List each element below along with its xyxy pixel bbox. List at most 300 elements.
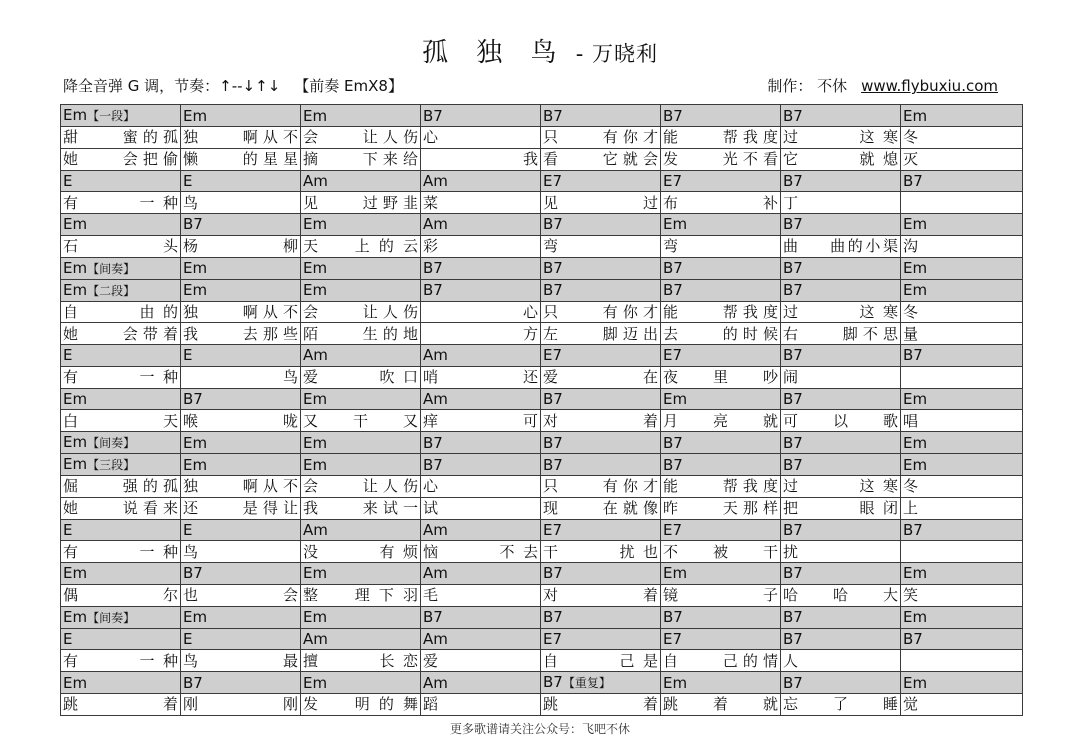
chord-name: Am: [303, 629, 328, 648]
lyric-cell: 昨 天那样: [661, 497, 781, 519]
chord-cell: [661, 257, 781, 279]
lyric-cell: 会 让人伤: [301, 476, 421, 498]
chord-name: B7: [663, 608, 683, 626]
lyric-cell: 能 帮我度: [661, 476, 781, 498]
lyric-row: [61, 541, 1023, 563]
chord-cell: [421, 279, 541, 301]
chord-name: Em: [303, 389, 328, 408]
chord-name: Am: [423, 520, 448, 539]
chord-name: B7: [423, 608, 443, 626]
lyric-cell: 只 有你才: [541, 476, 661, 498]
chord-name: B7: [783, 433, 803, 452]
lyric-cell: 冬: [901, 301, 1023, 323]
chord-cell: [61, 628, 181, 650]
chord-name: E: [183, 346, 193, 365]
chord-cell: [781, 345, 901, 367]
chord-cell: [181, 257, 301, 279]
lyric-row: [61, 497, 1023, 519]
chord-name: Em: [183, 608, 208, 626]
lyric-row: [61, 235, 1023, 257]
chord-name: B7: [543, 106, 563, 125]
chord-cell: [61, 606, 181, 628]
chord-name: B7: [783, 281, 803, 299]
chord-cell: [661, 628, 781, 650]
lyric-row: [61, 192, 1023, 214]
chord-cell: [661, 606, 781, 628]
chord-cell: [541, 170, 661, 192]
lyric-cell: 冬: [901, 127, 1023, 149]
intro-info: 【前奏 EmX8】: [294, 77, 403, 95]
song-title: [0, 32, 1080, 69]
chord-row: [61, 519, 1023, 541]
lyric-cell: 心: [421, 127, 541, 149]
lyric-cell: 自 己的情: [661, 650, 781, 672]
chord-name: B7: [783, 564, 803, 583]
chord-name: Em: [903, 106, 928, 125]
chord-name: Am: [303, 171, 328, 190]
chord-cell: [661, 279, 781, 301]
chord-cell: [421, 432, 541, 454]
chord-name: E: [63, 346, 73, 365]
chord-name: B7: [543, 259, 563, 277]
chord-cell: [541, 563, 661, 585]
credit-info: [767, 75, 998, 96]
lyric-cell: 跳 着 就: [661, 694, 781, 716]
chord-name: Am: [423, 389, 448, 408]
chord-cell: [661, 170, 781, 192]
chord-cell: [301, 257, 421, 279]
key-info: 降全音弹 G 调，节奏：↑--↓↑↓: [63, 77, 281, 95]
chord-name: B7: [543, 673, 563, 691]
chord-cell: [181, 105, 301, 127]
chord-cell: [781, 606, 901, 628]
chord-cell: [901, 672, 1023, 694]
lyric-cell: 灭: [901, 148, 1023, 170]
lyric-row: [61, 366, 1023, 388]
lyric-cell: 心: [421, 301, 541, 323]
chord-row: [61, 257, 1023, 279]
chord-name: B7: [543, 281, 563, 299]
lyric-cell: 彩: [421, 235, 541, 257]
chord-name: E: [183, 171, 193, 190]
chord-name: B7: [783, 389, 803, 408]
chord-name: Em: [63, 673, 88, 692]
lyric-cell: 独 啊从不: [181, 301, 301, 323]
lyric-cell: [901, 541, 1023, 563]
chord-name: B7: [543, 608, 563, 626]
chord-name: B7: [783, 629, 803, 648]
chord-cell: [301, 563, 421, 585]
chord-cell: [781, 563, 901, 585]
credit-label: 制作： 不休: [767, 77, 848, 95]
lyric-cell: 鸟: [181, 192, 301, 214]
chord-cell: [541, 628, 661, 650]
lyric-cell: 过 这寒: [781, 127, 901, 149]
chord-cell: [901, 628, 1023, 650]
chord-cell: [181, 519, 301, 541]
lyric-cell: 倔 强的孤: [61, 476, 181, 498]
lyric-cell: 笑: [901, 584, 1023, 606]
chord-name: Am: [423, 629, 448, 648]
chord-name: Am: [423, 564, 448, 583]
chord-cell: [421, 105, 541, 127]
chord-cell: [541, 388, 661, 410]
lyric-cell: 跳 着: [61, 694, 181, 716]
lyric-cell: 去 的时候: [661, 323, 781, 345]
chord-name: B7: [903, 629, 923, 648]
lyric-cell: 爱 在: [541, 366, 661, 388]
lyric-cell: 只 有你才: [541, 127, 661, 149]
chord-name: Em: [63, 607, 88, 626]
chord-name: B7: [783, 106, 803, 125]
lyric-cell: 能 帮我度: [661, 127, 781, 149]
lyric-cell: 爱 吹口: [301, 366, 421, 388]
lyric-cell: 她 说看来: [61, 497, 181, 519]
chord-cell: [301, 606, 421, 628]
chord-name: B7: [423, 106, 443, 125]
lyric-cell: 过 这寒: [781, 301, 901, 323]
lyric-cell: 痒 可: [421, 410, 541, 432]
chord-name: Em: [183, 106, 208, 125]
lyric-cell: 天 上的云: [301, 235, 421, 257]
lyric-cell: 它 就熄: [781, 148, 901, 170]
chord-name: B7: [543, 564, 563, 583]
chord-cell: [901, 214, 1023, 236]
song-name: 孤 独 鸟: [421, 38, 567, 68]
chord-name: B7: [183, 673, 203, 692]
lyric-cell: [901, 366, 1023, 388]
chord-cell: [301, 672, 421, 694]
chord-name: B7: [783, 259, 803, 277]
lyric-cell: 有 一种: [61, 192, 181, 214]
lyric-row: [61, 694, 1023, 716]
chord-cell: [61, 279, 181, 301]
chord-cell: [301, 519, 421, 541]
chord-cell: [301, 279, 421, 301]
lyric-cell: 闹: [781, 366, 901, 388]
chord-name: Am: [423, 346, 448, 365]
chord-name: Em: [63, 564, 88, 583]
section-marker: 【重复】: [562, 676, 611, 690]
chord-cell: [421, 628, 541, 650]
section-marker: 【三段】: [87, 458, 136, 472]
lyric-cell: 自 由的: [61, 301, 181, 323]
lyric-cell: 有 一种: [61, 650, 181, 672]
chord-name: B7: [423, 281, 443, 299]
chord-name: E: [183, 629, 193, 648]
key-rhythm-info: [63, 75, 403, 96]
lyric-cell: 扰: [781, 541, 901, 563]
lyric-cell: 有 一种: [61, 541, 181, 563]
chord-row: [61, 170, 1023, 192]
chord-cell: [661, 345, 781, 367]
chord-cell: [901, 454, 1023, 476]
chord-name: Em: [663, 673, 688, 692]
lyric-cell: 杨 柳: [181, 235, 301, 257]
chord-name: E: [63, 629, 73, 648]
chord-name: E: [63, 520, 73, 539]
chord-cell: [661, 432, 781, 454]
chord-cell: [661, 105, 781, 127]
chord-name: Em: [303, 215, 328, 234]
lyric-cell: 能 帮我度: [661, 301, 781, 323]
chord-cell: [181, 170, 301, 192]
chord-cell: [901, 105, 1023, 127]
lyric-cell: 甜 蜜的孤: [61, 127, 181, 149]
lyric-cell: 右 脚不思: [781, 323, 901, 345]
chord-name: Em: [663, 564, 688, 583]
chord-cell: [301, 214, 421, 236]
chord-cell: [901, 388, 1023, 410]
chord-name: Em: [183, 259, 208, 277]
chord-name: B7: [543, 433, 563, 452]
section-marker: 【间奏】: [87, 261, 136, 276]
chord-name: Em: [903, 455, 928, 474]
chord-name: Em: [63, 433, 88, 451]
lyric-row: [61, 410, 1023, 432]
chord-name: Em: [663, 389, 688, 408]
chord-cell: [661, 519, 781, 541]
chord-cell: [541, 279, 661, 301]
chord-name: B7: [663, 281, 683, 299]
chord-name: Am: [303, 520, 328, 539]
chord-name: Em: [303, 564, 328, 583]
chord-cell: [61, 563, 181, 585]
chord-row: [61, 628, 1023, 650]
lyric-row: [61, 650, 1023, 672]
lyric-cell: 唱: [901, 410, 1023, 432]
chord-cell: [301, 345, 421, 367]
chord-cell: [181, 628, 301, 650]
chord-name: E7: [543, 629, 563, 648]
chord-cell: [181, 606, 301, 628]
lyric-row: [61, 584, 1023, 606]
lyric-cell: 没 有烦: [301, 541, 421, 563]
chord-cell: [541, 672, 661, 694]
lyric-row: [61, 148, 1023, 170]
lyric-cell: 白 天: [61, 410, 181, 432]
chord-name: Em: [183, 455, 208, 474]
chord-cell: [181, 279, 301, 301]
lyric-cell: 我 去那些: [181, 323, 301, 345]
lyric-cell: 把 眼闭: [781, 497, 901, 519]
chord-name: B7: [543, 215, 563, 234]
chord-cell: [421, 454, 541, 476]
lyric-cell: 上: [901, 497, 1023, 519]
chord-name: E7: [663, 346, 683, 365]
lyric-cell: 她 会把偷: [61, 148, 181, 170]
lyric-cell: 觉: [901, 694, 1023, 716]
lyric-cell: 方: [421, 323, 541, 345]
chord-row: [61, 606, 1023, 628]
chord-name: E7: [543, 520, 563, 539]
chord-name: E: [63, 171, 73, 190]
chord-cell: [541, 105, 661, 127]
chord-cell: [421, 257, 541, 279]
lyric-cell: 独 啊从不: [181, 476, 301, 498]
chord-cell: [421, 388, 541, 410]
chord-cell: [61, 432, 181, 454]
chord-name: B7: [783, 215, 803, 234]
chord-name: B7: [783, 520, 803, 539]
lyric-cell: 擅 长恋: [301, 650, 421, 672]
lyric-cell: 又 干 又: [301, 410, 421, 432]
chord-row: [61, 432, 1023, 454]
chord-cell: [781, 432, 901, 454]
chord-cell: [301, 454, 421, 476]
chord-name: Em: [303, 608, 328, 626]
lyric-cell: 偶 尔: [61, 584, 181, 606]
chord-name: Em: [63, 389, 88, 408]
artist-name: - 万晓利: [575, 42, 659, 66]
chord-name: B7: [783, 608, 803, 626]
chord-name: Em: [303, 106, 328, 125]
lyric-cell: 过 这寒: [781, 476, 901, 498]
lyric-cell: 曲 曲的小渠: [781, 235, 901, 257]
lyric-cell: 布 补: [661, 192, 781, 214]
lyric-cell: 还 是得让: [181, 497, 301, 519]
lyric-cell: 陌 生的地: [301, 323, 421, 345]
chord-name: Em: [903, 433, 928, 452]
chord-cell: [541, 606, 661, 628]
chord-cell: [781, 170, 901, 192]
chord-name: Em: [63, 215, 88, 234]
chord-name: B7: [783, 346, 803, 365]
chord-name: E7: [663, 629, 683, 648]
chord-cell: [901, 170, 1023, 192]
chord-cell: [661, 214, 781, 236]
chord-sheet-body: [61, 105, 1023, 716]
lyric-row: [61, 127, 1023, 149]
chord-cell: [781, 672, 901, 694]
chord-cell: [781, 628, 901, 650]
chord-name: B7: [183, 564, 203, 583]
chord-cell: [301, 170, 421, 192]
lyric-cell: 会 让人伤: [301, 127, 421, 149]
chord-name: Em: [903, 259, 928, 277]
chord-name: B7: [903, 520, 923, 539]
lyric-cell: 不 被 干: [661, 541, 781, 563]
chord-cell: [661, 563, 781, 585]
chord-cell: [181, 432, 301, 454]
lyric-cell: 发 明的舞: [301, 694, 421, 716]
lyric-cell: 丁: [781, 192, 901, 214]
lyric-cell: 哈 哈 大: [781, 584, 901, 606]
chord-name: B7: [903, 346, 923, 365]
chord-row: [61, 563, 1023, 585]
chord-name: E7: [543, 346, 563, 365]
lyric-cell: 毛: [421, 584, 541, 606]
lyric-cell: 可 以 歌: [781, 410, 901, 432]
chord-name: B7: [423, 455, 443, 474]
section-marker: 【一段】: [87, 109, 136, 123]
chord-name: Am: [303, 346, 328, 365]
chord-name: B7: [903, 171, 923, 190]
lyric-row: [61, 323, 1023, 345]
lyric-cell: 也 会: [181, 584, 301, 606]
chord-cell: [781, 279, 901, 301]
lyric-cell: 夜 里 吵: [661, 366, 781, 388]
chord-cell: [421, 345, 541, 367]
website-link[interactable]: www.flybuxiu.com: [861, 77, 998, 95]
chord-cell: [901, 432, 1023, 454]
chord-cell: [301, 628, 421, 650]
lyric-cell: [901, 192, 1023, 214]
chord-row: [61, 279, 1023, 301]
chord-cell: [901, 345, 1023, 367]
chord-cell: [181, 672, 301, 694]
chord-name: Em: [903, 281, 928, 299]
chord-cell: [61, 454, 181, 476]
chord-cell: [301, 388, 421, 410]
chord-cell: [901, 563, 1023, 585]
lyric-cell: 鸟: [181, 541, 301, 563]
lyric-cell: 哨 还: [421, 366, 541, 388]
chord-name: Am: [423, 171, 448, 190]
chord-cell: [901, 606, 1023, 628]
chord-name: B7: [183, 389, 203, 408]
chord-cell: [61, 672, 181, 694]
chord-name: B7: [783, 171, 803, 190]
chord-cell: [61, 214, 181, 236]
lyric-cell: 镜 子: [661, 584, 781, 606]
lyric-cell: 左 脚迈出: [541, 323, 661, 345]
section-marker: 【间奏】: [87, 436, 136, 450]
chord-name: B7: [423, 259, 443, 277]
lyric-row: [61, 301, 1023, 323]
chord-cell: [421, 214, 541, 236]
lyric-cell: 跳 着: [541, 694, 661, 716]
lyric-cell: 对 着: [541, 584, 661, 606]
chord-name: Em: [303, 455, 328, 474]
chord-name: B7: [783, 673, 803, 692]
chord-cell: [781, 519, 901, 541]
chord-name: Em: [303, 433, 328, 452]
chord-cell: [181, 388, 301, 410]
lyric-cell: 蹈: [421, 694, 541, 716]
lyric-cell: [901, 650, 1023, 672]
chord-cell: [421, 519, 541, 541]
chord-cell: [301, 432, 421, 454]
chord-cell: [541, 454, 661, 476]
lyric-cell: 看 它就会: [541, 148, 661, 170]
chord-name: B7: [423, 433, 443, 452]
chord-name: Em: [63, 258, 88, 277]
lyric-cell: 喉 咙: [181, 410, 301, 432]
chord-row: [61, 345, 1023, 367]
chord-cell: [901, 279, 1023, 301]
chord-row: [61, 388, 1023, 410]
chord-cell: [781, 105, 901, 127]
chord-cell: [781, 214, 901, 236]
lyric-cell: 爱: [421, 650, 541, 672]
lyric-cell: 有 一种: [61, 366, 181, 388]
chord-row: [61, 214, 1023, 236]
lyric-cell: 干 扰也: [541, 541, 661, 563]
chord-name: E7: [663, 171, 683, 190]
lyric-cell: 会 让人伤: [301, 301, 421, 323]
chord-cell: [301, 105, 421, 127]
chord-name: B7: [543, 455, 563, 474]
lyric-cell: 对 着: [541, 410, 661, 432]
lyric-cell: 量: [901, 323, 1023, 345]
lyric-cell: 弯: [541, 235, 661, 257]
chord-cell: [901, 257, 1023, 279]
lyric-cell: 独 啊从不: [181, 127, 301, 149]
lyric-cell: 试: [421, 497, 541, 519]
lyric-cell: 鸟 最: [181, 650, 301, 672]
chord-name: Em: [903, 673, 928, 692]
